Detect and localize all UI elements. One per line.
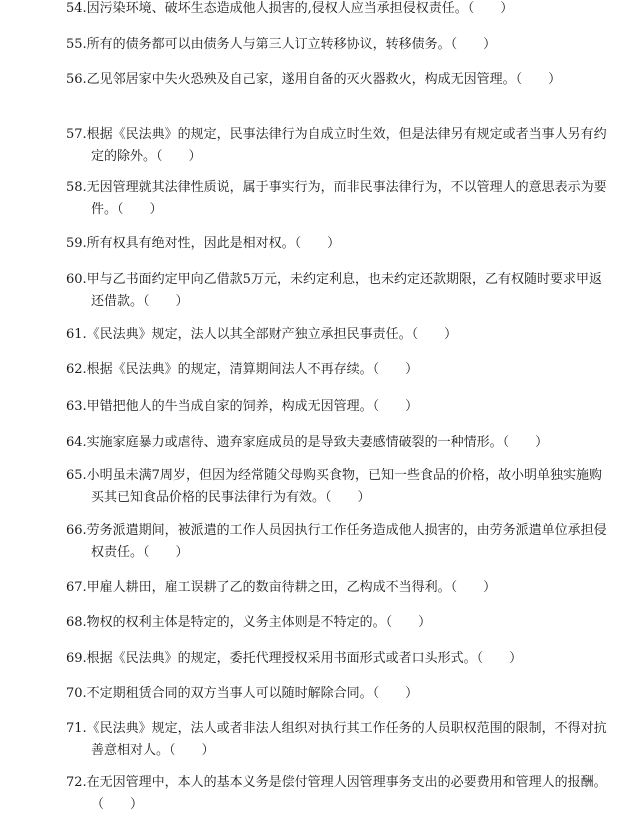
question-61: 61.《民法典》规定，法人以其全部财产独立承担民事责任。（ ） [66, 327, 458, 342]
question-54: 54.因污染环境、破坏生态造成他人损害的,侵权人应当承担侵权责任。（ ） [66, 1, 514, 16]
question-64: 64.实施家庭暴力或虐待、遗弃家庭成员的是导致夫妻感情破裂的一种情形。（ ） [66, 435, 549, 450]
question-55: 55.所有的债务都可以由债务人与第三人订立转移协议，转移债务。（ ） [66, 37, 497, 52]
question-71: 71.《民法典》规定，法人或者非法人组织对执行其工作任务的人员职权范围的限制，不得对抗善意相对人。（ ） [66, 721, 607, 758]
question-62: 62.根据《民法典》的规定，清算期间法人不再存续。（ ） [66, 362, 419, 377]
question-68: 68.物权的权利主体是特定的，义务主体则是不特定的。（ ） [66, 615, 432, 630]
question-58: 58.无因管理就其法律性质说，属于事实行为，而非民事法律行为，不以管理人的意思表示为要件。（ ） [66, 180, 607, 217]
question-60: 60.甲与乙书面约定甲向乙借款5万元，未约定利息，也未约定还款期限，乙有权随时要求甲返还借款。（ ） [66, 272, 602, 309]
question-70: 70.不定期租赁合同的双方当事人可以随时解除合同。（ ） [66, 686, 419, 701]
question-66: 66.劳务派遣期间，被派遣的工作人员因执行工作任务造成他人损害的，由劳务派遣单位承担侵权责任。（ ） [66, 523, 607, 560]
question-57: 57.根据《民法典》的规定，民事法律行为自成立时生效，但是法律另有规定或者当事人另有约定的除外。（ ） [66, 127, 607, 164]
question-72: 72.在无因管理中，本人的基本义务是偿付管理人因管理事务支出的必要费用和管理人的报酬。（ ） [66, 775, 607, 812]
question-67: 67.甲雇人耕田，雇工误耕了乙的数亩待耕之田，乙构成不当得利。（ ） [66, 580, 497, 595]
question-63: 63.甲错把他人的牛当成自家的饲养，构成无因管理。（ ） [66, 399, 419, 414]
question-69: 69.根据《民法典》的规定，委托代理授权采用书面形式或者口头形式。（ ） [66, 651, 523, 666]
question-65: 65.小明虽未满7周岁，但因为经常随父母购买食物，已知一些食品的价格，故小明单独实施购买其已知食品价格的民事法律行为有效。（ ） [66, 468, 602, 505]
question-56: 56.乙见邻居家中失火恐殃及自己家，遂用自备的灭火器救火，构成无因管理。（ ） [66, 72, 562, 87]
question-59: 59.所有权具有绝对性，因此是相对权。（ ） [66, 236, 341, 251]
